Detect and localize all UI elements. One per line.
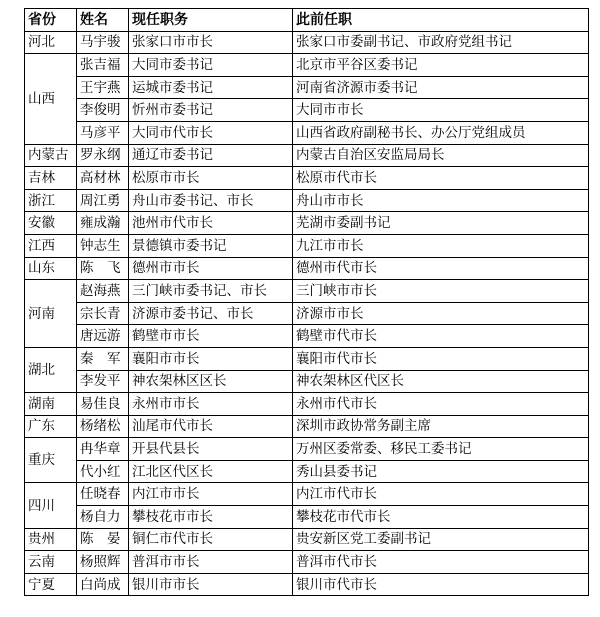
appointments-table-container — [24, 8, 589, 596]
province-cell: 河南 — [25, 280, 77, 348]
current-post-cell: 济源市委书记、市长 — [129, 302, 293, 325]
name-cell: 赵海燕 — [77, 280, 129, 303]
province-cell: 四川 — [25, 483, 77, 528]
province-cell: 内蒙古 — [25, 144, 77, 167]
current-post-cell: 运城市委书记 — [129, 76, 293, 99]
table-row — [25, 121, 589, 144]
current-post-cell: 松原市市长 — [129, 167, 293, 190]
name-cell: 雍成瀚 — [77, 212, 129, 235]
table-row — [25, 415, 589, 438]
current-post-cell: 忻州市委书记 — [129, 99, 293, 122]
table-row — [25, 528, 589, 551]
name-cell: 陈 晏 — [77, 528, 129, 551]
province-cell: 山东 — [25, 257, 77, 280]
previous-post-cell: 张家口市委副书记、市政府党组书记 — [293, 31, 589, 54]
name-cell: 罗永纲 — [77, 144, 129, 167]
table-row — [25, 189, 589, 212]
name-cell: 马宇骏 — [77, 31, 129, 54]
table-row — [25, 144, 589, 167]
previous-post-cell: 贵安新区党工委副书记 — [293, 528, 589, 551]
province-cell: 贵州 — [25, 528, 77, 551]
province-cell: 安徽 — [25, 212, 77, 235]
header-previous-post: 此前任职 — [293, 9, 589, 32]
previous-post-cell: 普洱市代市长 — [293, 551, 589, 574]
current-post-cell: 攀枝花市市长 — [129, 506, 293, 529]
province-cell: 宁夏 — [25, 573, 77, 596]
previous-post-cell: 神农架林区代区长 — [293, 370, 589, 393]
current-post-cell: 普洱市市长 — [129, 551, 293, 574]
table-body — [25, 31, 589, 596]
province-cell: 广东 — [25, 415, 77, 438]
table-row — [25, 325, 589, 348]
previous-post-cell: 鹤壁市代市长 — [293, 325, 589, 348]
name-cell: 陈 飞 — [77, 257, 129, 280]
name-cell: 易佳良 — [77, 393, 129, 416]
name-cell: 任晓春 — [77, 483, 129, 506]
name-cell: 李俊明 — [77, 99, 129, 122]
name-cell: 高材林 — [77, 167, 129, 190]
current-post-cell: 大同市委书记 — [129, 54, 293, 77]
name-cell: 杨绪松 — [77, 415, 129, 438]
previous-post-cell: 内蒙古自治区安监局局长 — [293, 144, 589, 167]
previous-post-cell: 大同市市长 — [293, 99, 589, 122]
appointments-table — [24, 8, 589, 596]
header-row — [25, 9, 589, 32]
province-cell: 江西 — [25, 234, 77, 257]
province-cell: 河北 — [25, 31, 77, 54]
table-row — [25, 302, 589, 325]
name-cell: 马彦平 — [77, 121, 129, 144]
current-post-cell: 舟山市委书记、市长 — [129, 189, 293, 212]
previous-post-cell: 九江市市长 — [293, 234, 589, 257]
previous-post-cell: 济源市市长 — [293, 302, 589, 325]
current-post-cell: 神农架林区区长 — [129, 370, 293, 393]
name-cell: 白尚成 — [77, 573, 129, 596]
name-cell: 杨自力 — [77, 506, 129, 529]
previous-post-cell: 松原市代市长 — [293, 167, 589, 190]
header-current-post: 现任职务 — [129, 9, 293, 32]
previous-post-cell: 深圳市政协常务副主席 — [293, 415, 589, 438]
current-post-cell: 景德镇市委书记 — [129, 234, 293, 257]
table-row — [25, 31, 589, 54]
previous-post-cell: 德州市代市长 — [293, 257, 589, 280]
name-cell: 秦 军 — [77, 347, 129, 370]
previous-post-cell: 内江市代市长 — [293, 483, 589, 506]
current-post-cell: 铜仁市代市长 — [129, 528, 293, 551]
current-post-cell: 襄阳市市长 — [129, 347, 293, 370]
name-cell: 宗长青 — [77, 302, 129, 325]
province-cell: 重庆 — [25, 438, 77, 483]
current-post-cell: 通辽市委书记 — [129, 144, 293, 167]
current-post-cell: 大同市代市长 — [129, 121, 293, 144]
previous-post-cell: 芜湖市委副书记 — [293, 212, 589, 235]
table-row — [25, 167, 589, 190]
table-row — [25, 347, 589, 370]
name-cell: 唐远游 — [77, 325, 129, 348]
province-cell: 吉林 — [25, 167, 77, 190]
current-post-cell: 银川市市长 — [129, 573, 293, 596]
previous-post-cell: 银川市代市长 — [293, 573, 589, 596]
table-row — [25, 257, 589, 280]
current-post-cell: 永州市市长 — [129, 393, 293, 416]
header-province: 省份 — [25, 9, 77, 32]
name-cell: 冉华章 — [77, 438, 129, 461]
table-row — [25, 212, 589, 235]
table-row — [25, 76, 589, 99]
province-cell: 湖南 — [25, 393, 77, 416]
previous-post-cell: 攀枝花市代市长 — [293, 506, 589, 529]
previous-post-cell: 永州市代市长 — [293, 393, 589, 416]
current-post-cell: 开县代县长 — [129, 438, 293, 461]
table-row — [25, 99, 589, 122]
previous-post-cell: 山西省政府副秘书长、办公厅党组成员 — [293, 121, 589, 144]
table-row — [25, 54, 589, 77]
table-row — [25, 506, 589, 529]
name-cell: 李发平 — [77, 370, 129, 393]
current-post-cell: 江北区代区长 — [129, 460, 293, 483]
name-cell: 周江勇 — [77, 189, 129, 212]
table-row — [25, 234, 589, 257]
previous-post-cell: 河南省济源市委书记 — [293, 76, 589, 99]
current-post-cell: 德州市市长 — [129, 257, 293, 280]
previous-post-cell: 舟山市市长 — [293, 189, 589, 212]
province-cell: 湖北 — [25, 347, 77, 392]
table-row — [25, 551, 589, 574]
table-row — [25, 573, 589, 596]
previous-post-cell: 万州区委常委、移民工委书记 — [293, 438, 589, 461]
current-post-cell: 张家口市市长 — [129, 31, 293, 54]
name-cell: 张吉福 — [77, 54, 129, 77]
table-row — [25, 393, 589, 416]
current-post-cell: 三门峡市委书记、市长 — [129, 280, 293, 303]
name-cell: 王宇燕 — [77, 76, 129, 99]
table-row — [25, 438, 589, 461]
previous-post-cell: 三门峡市市长 — [293, 280, 589, 303]
name-cell: 代小红 — [77, 460, 129, 483]
name-cell: 杨照辉 — [77, 551, 129, 574]
current-post-cell: 内江市市长 — [129, 483, 293, 506]
current-post-cell: 汕尾市代市长 — [129, 415, 293, 438]
table-row — [25, 483, 589, 506]
previous-post-cell: 北京市平谷区委书记 — [293, 54, 589, 77]
header-name: 姓名 — [77, 9, 129, 32]
previous-post-cell: 襄阳市代市长 — [293, 347, 589, 370]
province-cell: 浙江 — [25, 189, 77, 212]
table-row — [25, 280, 589, 303]
previous-post-cell: 秀山县委书记 — [293, 460, 589, 483]
province-cell: 山西 — [25, 54, 77, 144]
table-row — [25, 370, 589, 393]
current-post-cell: 池州市代市长 — [129, 212, 293, 235]
current-post-cell: 鹤壁市市长 — [129, 325, 293, 348]
table-row — [25, 460, 589, 483]
name-cell: 钟志生 — [77, 234, 129, 257]
province-cell: 云南 — [25, 551, 77, 574]
